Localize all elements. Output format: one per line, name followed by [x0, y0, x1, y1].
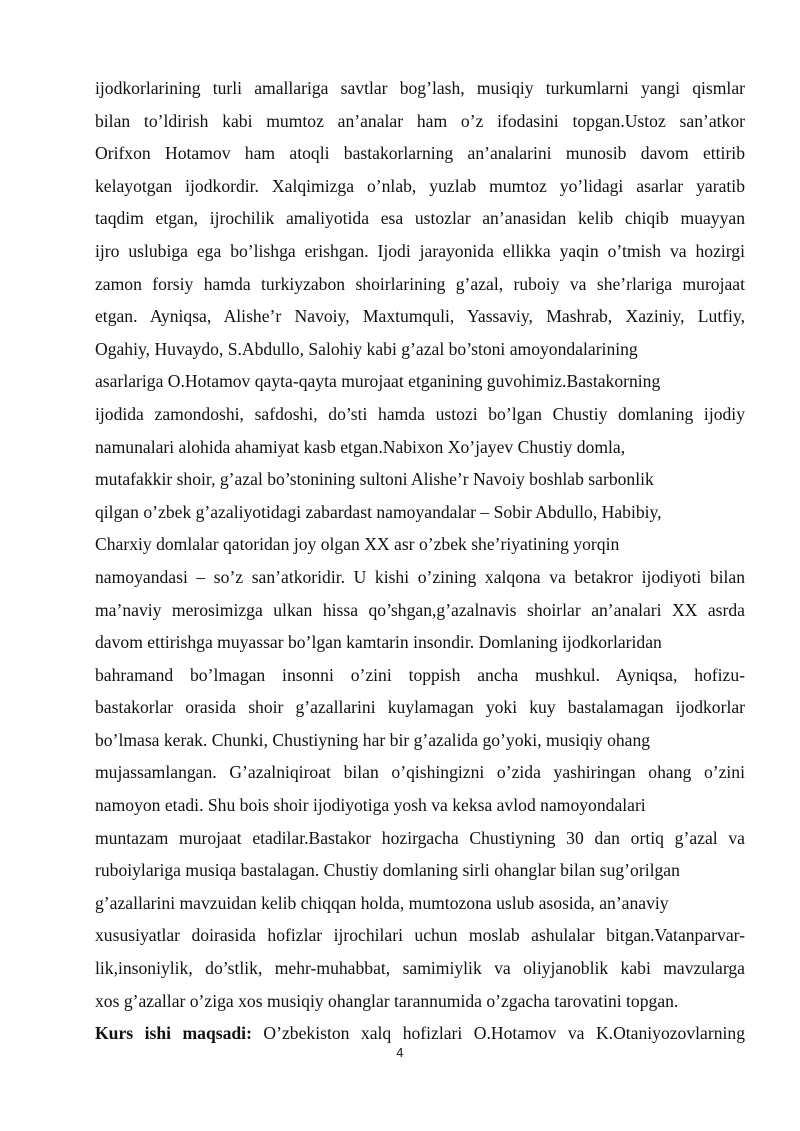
- text-line: bastakorlar orasida shoir g’azallarini kuylamagan yoki kuy bastalamagan ijodkorlar: [95, 697, 745, 718]
- page-number: 4: [396, 1046, 404, 1060]
- text-line: etgan. Ayniqsa, Alishe’r Navoiy, Maxtumquli, Yassaviy, Mashrab, Xaziniy, Lutfiy,: [95, 306, 745, 327]
- text-line: taqdim etgan, ijrochilik amaliyotida esa ustozlar an’anasidan kelib chiqib muayyan: [95, 208, 745, 229]
- text-line: ijro uslubiga ega bo’lishga erishgan. Ijodi jarayonida ellikka yaqin o’tmish va hozirgi: [95, 240, 745, 261]
- text-line: davom ettirishga muyassar bo’lgan kamtarin insondir. Domlaning ijodkorlaridan: [95, 632, 662, 653]
- text-line: Ogahiy, Huvaydo, S.Abdullo, Salohiy kabi g’azal bo’stoni amoyondalarining: [95, 338, 638, 359]
- text-line: muntazam murojaat etadilar.Bastakor hozirgacha Chustiyning 30 dan ortiq g’azal va: [95, 827, 745, 848]
- text-line: ijodida zamondoshi, safdoshi, do’sti hamda ustozi bo’lgan Chustiy domlaning ijodiy: [95, 403, 745, 424]
- text-line: xususiyatlar doirasida hofizlar ijrochilari uchun moslab ashulalar bitgan.Vatanparvar-: [95, 925, 745, 946]
- text-line: zamon forsiy hamda turkiyzabon shoirlarining g’azal, ruboiy va she’rlariga murojaat: [95, 273, 745, 294]
- text-line: bahramand bo’lmagan insonni o’zini toppish ancha mushkul. Ayniqsa, hofizu-: [95, 664, 745, 685]
- text-line: mujassamlangan. G’azalniqiroat bilan o’qishingizni o’zida yashiringan ohang o’zini: [95, 762, 745, 783]
- text-line: bo’lmasa kerak. Chunki, Chustiyning har bir g’azalida go’yoki, musiqiy ohang: [95, 729, 651, 750]
- body-text: [95, 72, 745, 1050]
- goal-text: O’zbekiston xalq hofizlari O.Hotamov va K.Otaniyozovlarning: [251, 1023, 745, 1044]
- text-line: ma’naviy merosimizga ulkan hissa qo’shgan,g’azalnavis shoirlar an’analari XX asrda: [95, 599, 745, 620]
- text-line: asarlariga O.Hotamov qayta-qayta murojaat etganining guvohimiz.Bastakorning: [95, 371, 661, 392]
- text-line: kelayotgan ijodkordir. Xalqimizga o’nlab, yuzlab mumtoz yo’lidagi asarlar yaratib: [95, 175, 745, 196]
- text-line: xos g’azallar o’ziga xos musiqiy ohanglar tarannumida o’zgacha tarovatini topgan.: [95, 990, 679, 1011]
- text-line: ruboiylariga musiqa bastalagan. Chustiy domlaning sirli ohanglar bilan sug’orilgan: [95, 860, 680, 881]
- text-line: Charxiy domlalar qatoridan joy olgan XX asr o’zbek she’riyatining yorqin: [95, 534, 620, 555]
- text-line: namoyon etadi. Shu bois shoir ijodiyotiga yosh va keksa avlod namoyondalari: [95, 795, 646, 816]
- text-line: namunalari alohida ahamiyat kasb etgan.Nabixon Xo’jayev Chustiy domla,: [95, 436, 626, 457]
- text-line: Orifxon Hotamov ham atoqli bastakorlarning an’analarini munosib davom ettirib: [95, 143, 745, 164]
- text-line: g’azallarini mavzuidan kelib chiqqan holda, mumtozona uslub asosida, an’anaviy: [95, 892, 669, 913]
- text-line: namoyandasi – so’z san’atkoridir. U kishi o’zining xalqona va betakror ijodiyoti bilan: [95, 566, 745, 587]
- text-line: qilgan o’zbek g’azaliyotidagi zabardast namoyandalar – Sobir Abdullo, Habibiy,: [95, 501, 662, 522]
- text-line: lik,insoniylik, do’stlik, mehr-muhabbat, samimiylik va oliyjanoblik kabi mavzularga: [95, 958, 745, 979]
- text-line: mutafakkir shoir, g’azal bo’stonining sultoni Alishe’r Navoiy boshlab sarbonlik: [95, 469, 654, 490]
- goal-line: [95, 1017, 745, 1050]
- text-line: bilan to’ldirish kabi mumtoz an’analar ham o’z ifodasini topgan.Ustoz san’atkor: [95, 110, 745, 131]
- text-line: ijodkorlarining turli amallariga savtlar bog’lash, musiqiy turkumlarni yangi qismlar: [95, 78, 745, 98]
- goal-label: Kurs ishi maqsadi:: [95, 1023, 252, 1044]
